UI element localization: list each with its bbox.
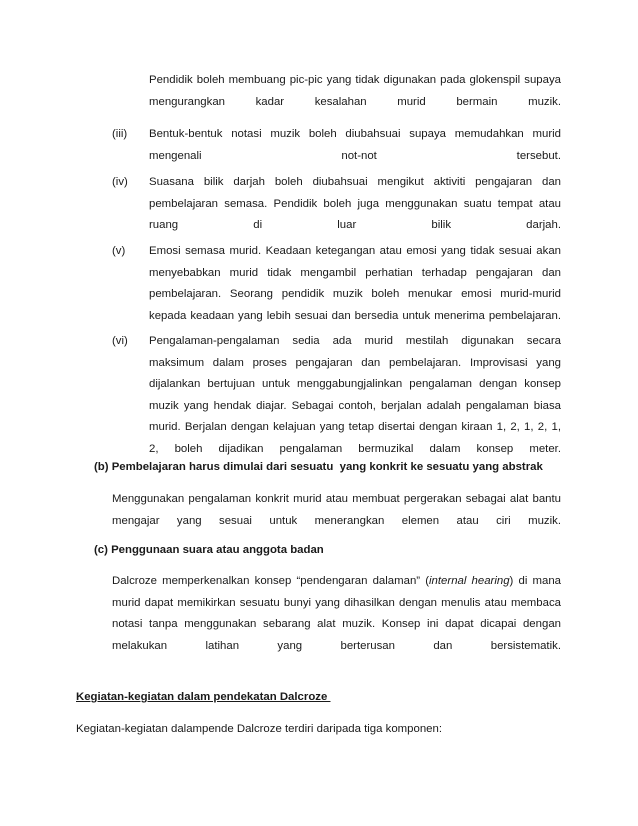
list-number: (iv) (112, 176, 128, 188)
list-number: (vi) (112, 335, 128, 347)
text-line: melakukan latihan yang berterusan dan bersistematik. (112, 639, 561, 652)
text-line: mengurangkan kadar kesalahan murid bermain muzik. (149, 95, 561, 108)
section-c-paragraph (112, 571, 561, 657)
list-number: (v) (112, 245, 126, 257)
text-segment: Dalcroze memperkenalkan konsep “pendengaran dalaman” ( (112, 575, 430, 587)
section-b-paragraph (112, 489, 561, 532)
text-line: 2, boleh dijadikan pengalaman bermuzikal dalam konsep meter. (149, 442, 561, 455)
text-line: pembelajaran. Seorang pendidik muzik boleh menukar emosi murid-murid (149, 288, 561, 300)
list-item-text (149, 124, 561, 167)
text-line: menyebabkan murid tidak mengambil perhatian terhadap pengajaran dan (149, 266, 561, 279)
text-line: Pendidik boleh membuang pic-pic yang tidak digunakan pada glokenspil supaya (149, 74, 561, 86)
text-segment: ) di mana (509, 575, 562, 587)
text-line: pembelajaran semasa. Pendidik boleh juga menggunakan suatu tempat atau (149, 197, 561, 210)
list-item-text (149, 331, 561, 460)
text-line: mengajar yang sesuai untuk menerangkan elemen atau ciri muzik. (112, 514, 561, 527)
section-b-heading: (b) Pembelajaran harus dimulai dari sesuatu yang konkrit ke sesuatu yang abstrak (94, 461, 543, 473)
text-line: murid. Berjalan dengan kelajuan yang tetap disertai dengan kiraan 1, 2, 1, 2, 1, (149, 421, 561, 433)
text-line (112, 571, 561, 593)
text-line: ruang di luar bilik darjah. (149, 219, 561, 231)
text-line: murid dapat memikirkan sesuatu bunyi yang dihasilkan dengan menulis atau membaca (112, 596, 561, 609)
text-line: Bentuk-bentuk notasi muzik boleh diubahsuai supaya memudahkan murid (149, 128, 561, 140)
section-c-heading: (c) Penggunaan suara atau anggota badan (94, 544, 324, 556)
list-item-text (149, 241, 561, 327)
list-item-text (149, 172, 561, 237)
activities-paragraph: Kegiatan-kegiatan dalampende Dalcroze terdiri daripada tiga komponen: (76, 723, 442, 735)
text-line: mengenali not-not tersebut. (149, 149, 561, 162)
list-number: (iii) (112, 128, 128, 140)
italic-term: internal hearing (429, 575, 510, 587)
text-line: muzik yang hendak diajar. Sebagai contoh, berjalan adalah pengalaman biasa (149, 399, 561, 412)
intro-paragraph (149, 70, 561, 113)
text-line: Suasana bilik darjah boleh diubahsuai mengikut aktiviti pengajaran dan (149, 176, 561, 188)
text-line: maksimum dalam proses pengajaran dan pembelajaran. Improvisasi yang (149, 356, 561, 369)
text-line: Menggunakan pengalaman konkrit murid atau membuat pergerakan sebagai alat bantu (112, 493, 561, 505)
text-line: kepada keadaan yang lebih sesuai dan bersedia untuk menerima pembelajaran. (149, 309, 561, 322)
text-line: Emosi semasa murid. Keadaan ketegangan atau emosi yang tidak sesuai akan (149, 245, 561, 257)
activities-heading: Kegiatan-kegiatan dalam pendekatan Dalcroze (76, 691, 331, 703)
text-line: Pengalaman-pengalaman sedia ada murid mestilah digunakan secara (149, 335, 561, 347)
text-line: dijalankan bertujuan untuk menggabungjalinkan pengalaman dengan konsep (149, 378, 561, 390)
text-line: notasi tanpa menggunakan sebarang alat muzik. Konsep ini dapat dicapai dengan (112, 618, 561, 630)
